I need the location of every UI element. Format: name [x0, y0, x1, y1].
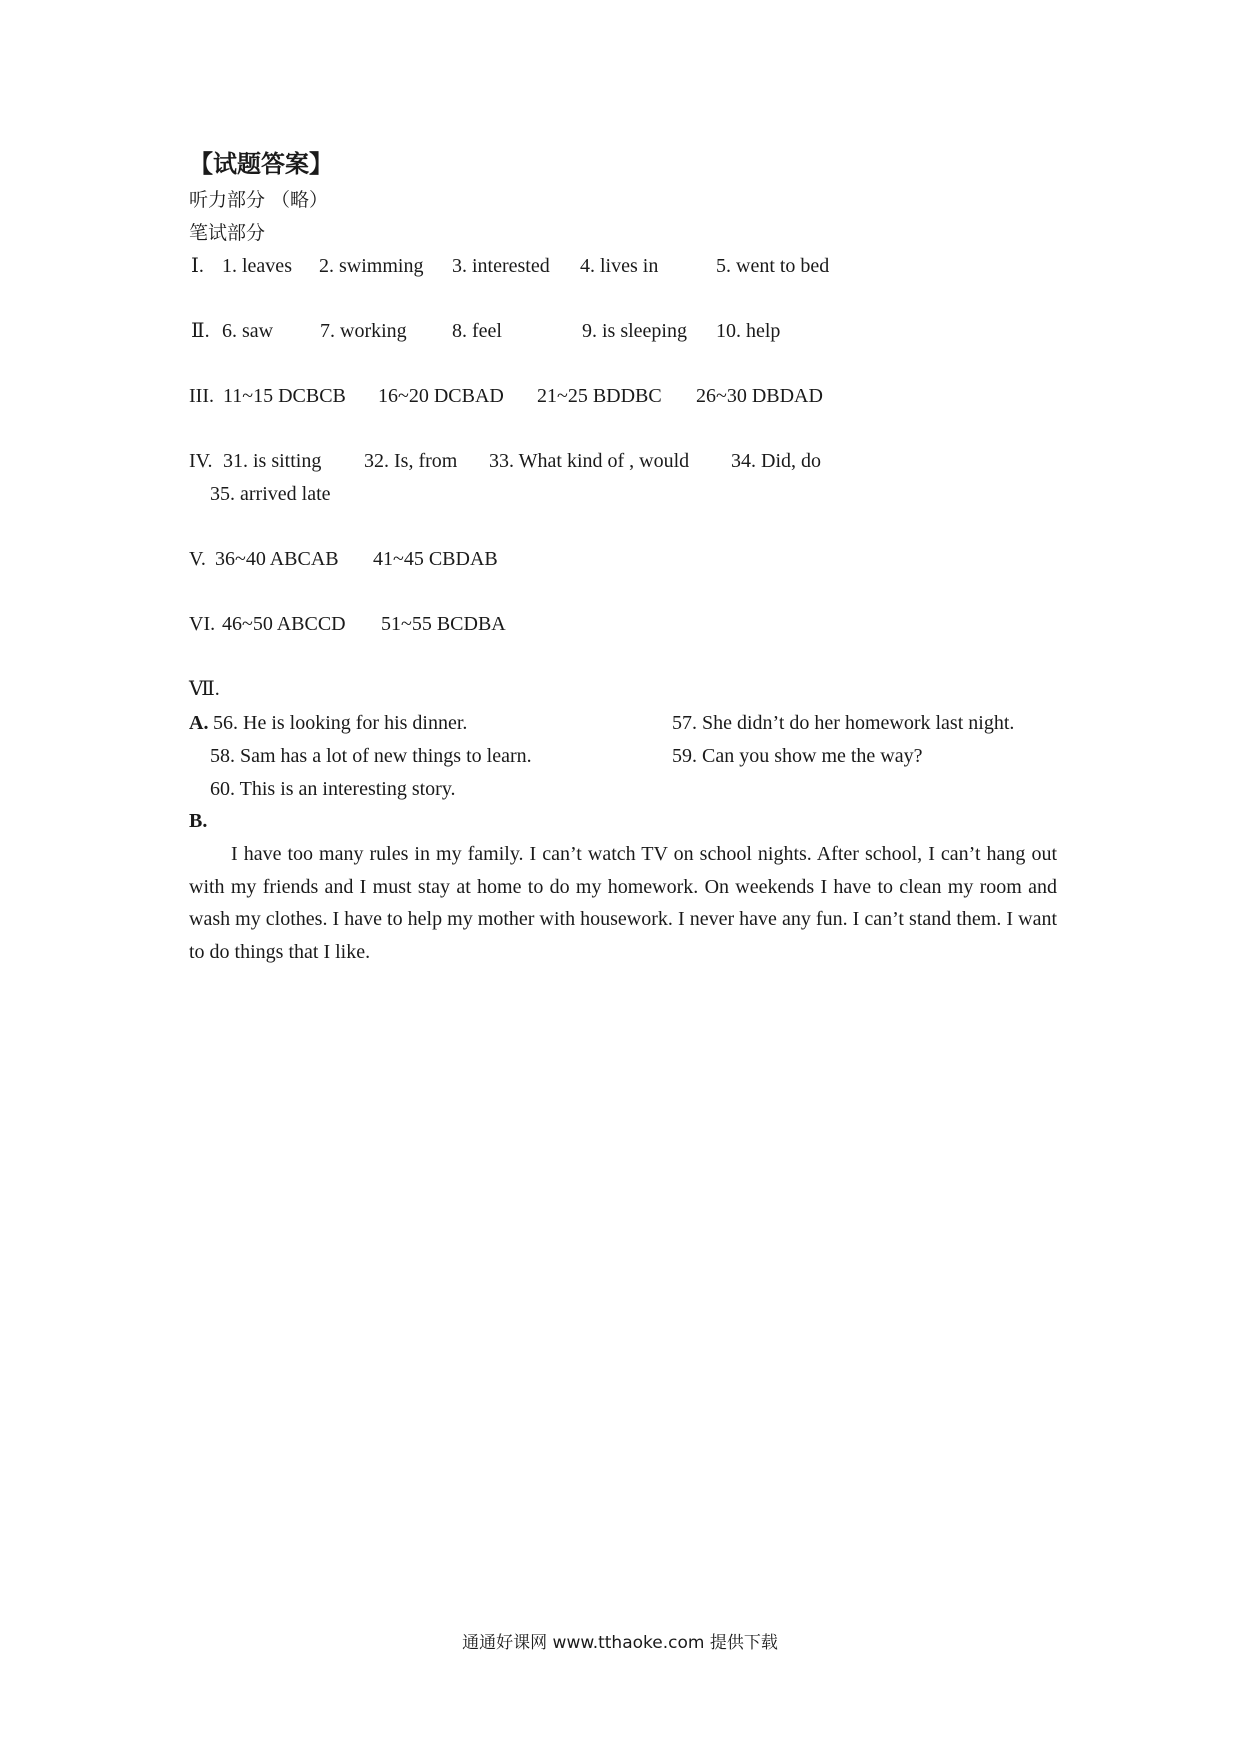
answer-31: 31. is sitting	[223, 450, 322, 472]
section-4-roman: IV.	[189, 450, 218, 472]
section-5-roman: V.	[189, 548, 211, 570]
listening-section-label: 听力部分 （略）	[189, 189, 329, 211]
answer-34: 34. Did, do	[731, 450, 821, 472]
answers-16-20: 16~20 DCBAD	[378, 385, 504, 407]
answers-36-40: 36~40 ABCAB	[215, 548, 339, 570]
page-title: 【试题答案】	[189, 150, 333, 178]
section-3-roman: III.	[189, 385, 219, 407]
section-6-roman: VI.	[189, 613, 221, 635]
answers-41-45: 41~45 CBDAB	[373, 548, 498, 570]
answer-2: 2. swimming	[319, 255, 424, 277]
section-2-roman: Ⅱ.	[191, 320, 215, 342]
answer-10: 10. help	[716, 320, 781, 342]
answer-6: 6. saw	[222, 320, 274, 342]
answer-58: 58. Sam has a lot of new things to learn.	[210, 745, 532, 767]
answer-4: 4. lives in	[580, 255, 659, 277]
answer-35: 35. arrived late	[210, 483, 331, 505]
section-1-roman: Ⅰ.	[191, 255, 209, 277]
answer-60: 60. This is an interesting story.	[210, 778, 456, 800]
answers-46-50: 46~50 ABCCD	[222, 613, 346, 635]
answer-5: 5. went to bed	[716, 255, 830, 277]
section-7-roman: Ⅶ.	[189, 678, 220, 700]
answers-21-25: 21~25 BDDBC	[537, 385, 662, 407]
part-a-label: A.	[189, 712, 209, 734]
answers-11-15: 11~15 DCBCB	[223, 385, 346, 407]
footer-credit: 通通好课网 www.tthaoke.com 提供下载	[462, 1633, 778, 1653]
answer-32: 32. Is, from	[364, 450, 458, 472]
part-b-label: B.	[189, 810, 208, 832]
answer-3: 3. interested	[452, 255, 550, 277]
answer-57: 57. She didn’t do her homework last night.	[672, 712, 1015, 734]
answer-59: 59. Can you show me the way?	[672, 745, 923, 767]
answers-26-30: 26~30 DBDAD	[696, 385, 823, 407]
part-b-paragraph: I have too many rules in my family. I can’t watch TV on school nights. After school, I can’t hang out with my friends and I must stay at home to do my homework. On weekends I have to clean my room and wash my clothes. I have to help my mother with housework. I never have any fun. I can’t stand them. I want to do things that I like.	[189, 843, 1057, 963]
answer-8: 8. feel	[452, 320, 502, 342]
answer-1: 1. leaves	[222, 255, 292, 277]
answer-9: 9. is sleeping	[582, 320, 687, 342]
answer-33: 33. What kind of , would	[489, 450, 690, 472]
answer-56: 56. He is looking for his dinner.	[208, 712, 468, 734]
answer-7: 7. working	[320, 320, 407, 342]
answers-51-55: 51~55 BCDBA	[381, 613, 506, 635]
written-section-label: 笔试部分	[189, 222, 266, 244]
